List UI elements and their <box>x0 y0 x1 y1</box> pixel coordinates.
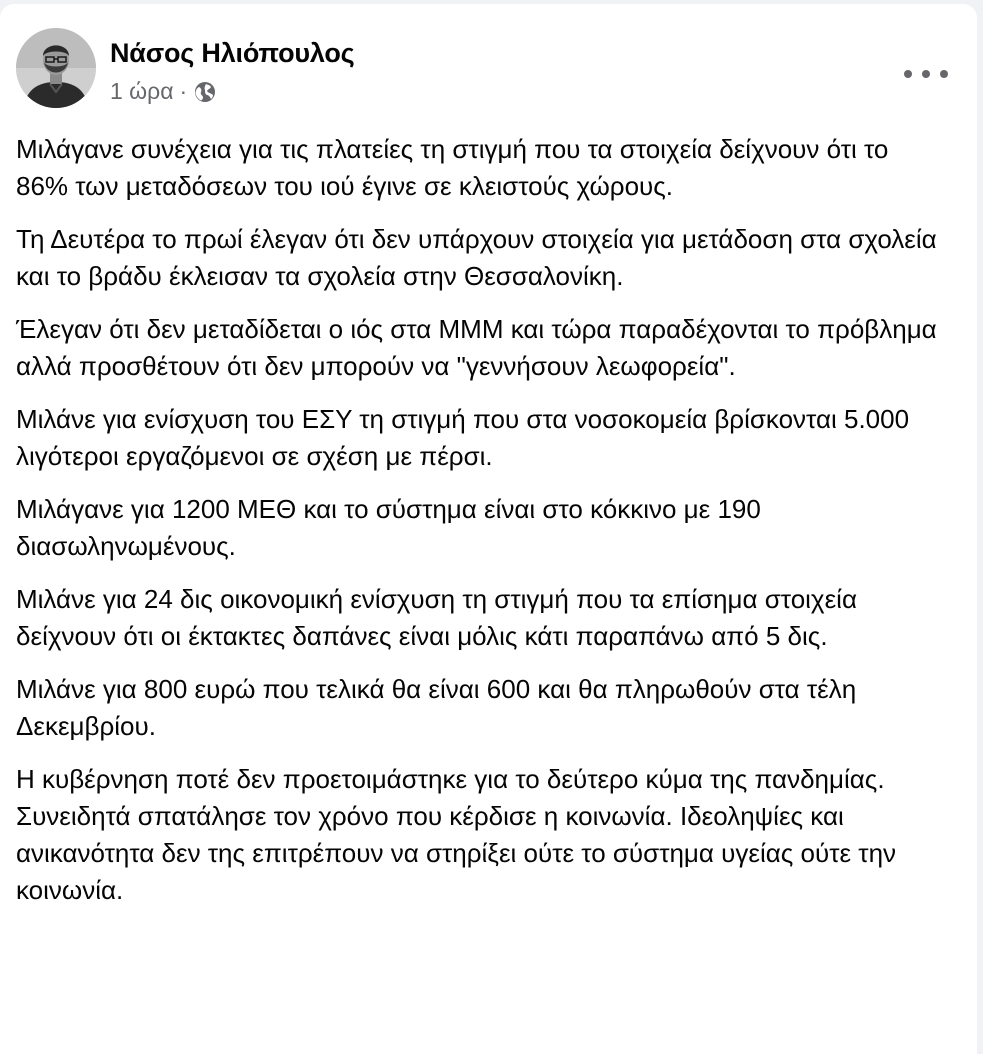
post-paragraph: Η κυβέρνηση ποτέ δεν προετοιμάστηκε για το δεύτερο κύμα της πανδημίας. Συνειδητά σπατάλησε τον χρόνο που κέρδισε η κοινωνία. Ιδεοληψίες και ανικανότητα δεν της επιτρέπουν να στηρίξει ούτε το σύστημα υγείας ούτε την κοινωνία. <box>16 764 897 905</box>
avatar-photo-icon <box>16 28 96 108</box>
post-meta <box>110 78 217 105</box>
more-dot <box>922 70 930 78</box>
post-paragraph: Μιλάγανε για 1200 ΜΕΘ και το σύστημα είναι στο κόκκινο με 190 διασωληνωμένους. <box>16 494 761 561</box>
more-dot <box>904 70 912 78</box>
post-paragraph: Μιλάνε για 800 ευρώ που τελικά θα είναι 600 και θα πληρωθούν στα τέλη Δεκεμβρίου. <box>16 674 857 741</box>
post-header <box>16 28 966 112</box>
meta-separator: · <box>179 78 188 104</box>
post-time[interactable]: 1 ώρα <box>110 78 174 104</box>
post-paragraph: Μιλάνε για ενίσχυση του ΕΣΥ τη στιγμή που στα νοσοκομεία βρίσκονται 5.000 λιγότεροι εργαζόμενοι σε σχέση με πέρσι. <box>16 404 910 471</box>
post-paragraph: Μιλάνε για 24 δις οικονομική ενίσχυση τη στιγμή που τα επίσημα στοιχεία δείχνουν ότι οι έκτακτες δαπάνες είναι μόλις κάτι παραπάνω από 5 δις. <box>16 584 857 651</box>
post-card <box>0 4 977 1054</box>
post-text <box>16 131 946 925</box>
author-name[interactable]: Νάσος Ηλιόπουλος <box>110 38 355 68</box>
post-paragraph: Μιλάγανε συνέχεια για τις πλατείες τη στιγμή που τα στοιχεία δείχνουν ότι το 86% των μεταδόσεων του ιού έγινε σε κλειστούς χώρους. <box>16 134 889 201</box>
more-dot <box>940 70 948 78</box>
post-paragraph: Τη Δευτέρα το πρωί έλεγαν ότι δεν υπάρχουν στοιχεία για μετάδοση στα σχολεία και το βράδυ έκλεισαν τα σχολεία στην Θεσσαλονίκη. <box>16 224 937 291</box>
post-paragraph: Έλεγαν ότι δεν μεταδίδεται ο ιός στα ΜΜΜ και τώρα παραδέχονται το πρόβλημα αλλά προσθέτουν ότι δεν μπορούν να "γεννήσουν λεωφορεία". <box>16 314 937 381</box>
more-options-icon[interactable] <box>904 62 948 86</box>
author-avatar[interactable] <box>16 28 96 108</box>
globe-icon[interactable] <box>193 80 217 104</box>
